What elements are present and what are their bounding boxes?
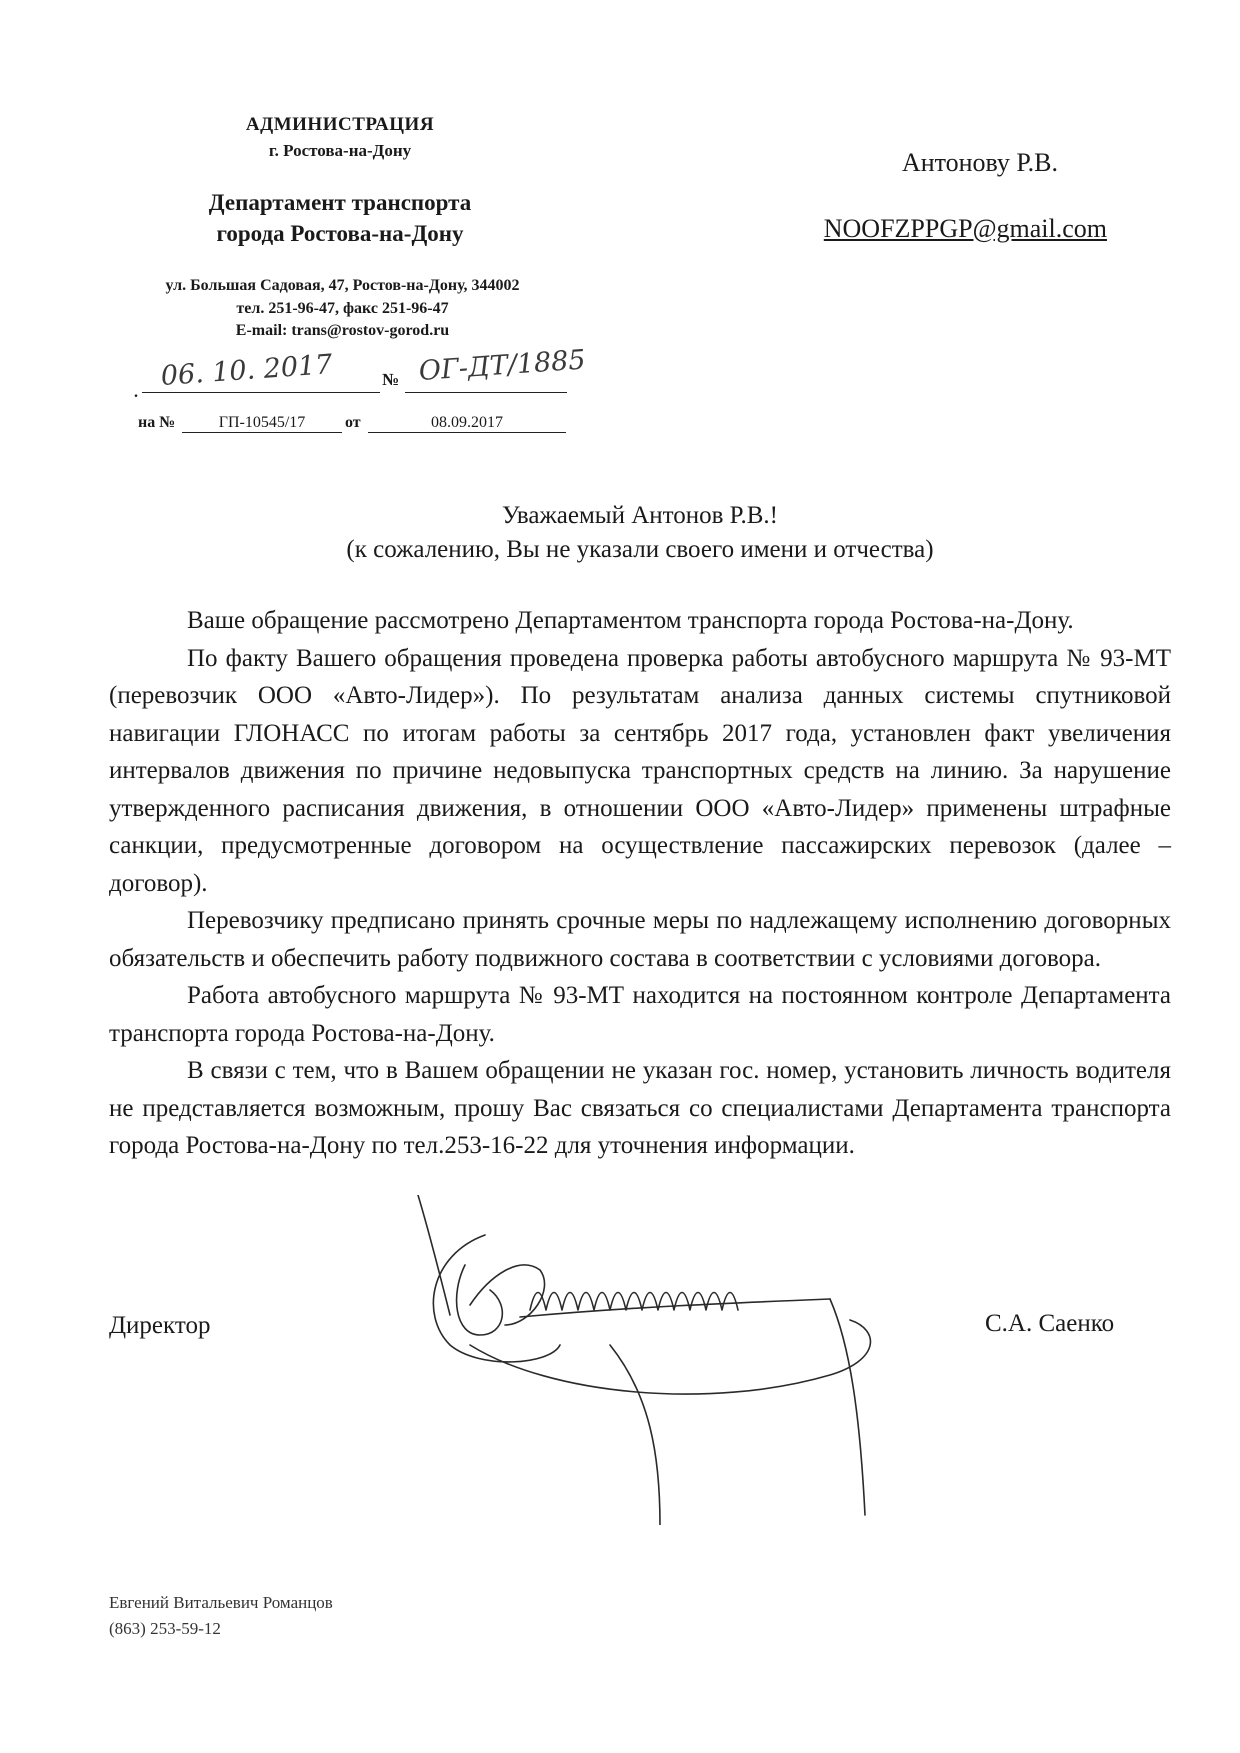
body-paragraph: В связи с тем, что в Вашем обращении не указан гос. номер, установить личность водителя не представляется возможным, прошу Вас связаться со специалистами Департамента транспорта города Ростова-на-Дону по тел.253-16-22 для уточнения информации.	[109, 1057, 1171, 1159]
signature-name: С.А. Саенко	[985, 1310, 1115, 1337]
reply-to-number: ГП-10545/17	[182, 414, 342, 433]
signature-stroke	[830, 1299, 865, 1515]
reply-to-date: 08.09.2017	[368, 414, 566, 433]
letterhead-department-line2: города Ростова-на-Дону	[216, 221, 464, 246]
letter-body	[109, 602, 1171, 1165]
reply-to-label: на №	[138, 414, 176, 431]
body-paragraph: По факту Вашего обращения проведена проверка работы автобусного маршрута № 93-МТ (перевозчик ООО «Авто-Лидер»). По результатам анализа данных системы спутниковой навигации ГЛОНАСС по итогам работы за сентябрь 2017 года, установлен факт увеличения интервалов движения по причине недовыпуска транспортных средств на линию. За нарушение утвержденного расписания движения, в отношении ООО «Авто-Лидер» применены штрафные санкции, предусмотренные договором на осуществление пассажирских перевозок (далее – договор).	[109, 644, 1171, 897]
letterhead-phone-fax: тел. 251-96-47, факс 251-96-47	[236, 300, 449, 317]
handwritten-signature	[410, 1195, 970, 1525]
reply-to-from-label: от	[345, 414, 361, 431]
body-paragraph: Работа автобусного маршрута № 93-МТ находится на постоянном контроле Департамента транспорта города Ростова-на-Дону.	[109, 982, 1171, 1047]
addressee-name: Антонову Р.В.	[901, 148, 1058, 177]
signature-stroke	[610, 1345, 660, 1525]
registration-number-sign: №	[382, 370, 400, 389]
addressee-email: NOOFZPPGP@gmail.com	[823, 214, 1107, 243]
salutation-line2: (к сожалению, Вы не указали своего имени и отчества)	[346, 536, 934, 563]
signature-stroke	[457, 1265, 503, 1335]
letterhead-city: г. Ростова-на-Дону	[268, 141, 412, 160]
body-paragraph: Перевозчику предписано принять срочные меры по надлежащему исполнению договорных обязательств и обеспечить работу подвижного состава в соответствии с условиями договора.	[109, 907, 1171, 972]
letterhead-administration: АДМИНИСТРАЦИЯ	[245, 114, 435, 135]
registration-number-handwritten: ОГ-ДТ/1885	[417, 344, 587, 387]
registration-number-line	[405, 392, 567, 393]
signature-stroke	[470, 1320, 870, 1394]
letterhead-address: ул. Большая Садовая, 47, Ростов-на-Дону, 344002	[165, 277, 520, 294]
letterhead-email: E-mail: trans@rostov-gorod.ru	[235, 322, 450, 339]
signature-title: Директор	[109, 1312, 211, 1339]
executor-phone: (863) 253-59-12	[109, 1619, 221, 1638]
registration-date-handwritten: 06. 10. 2017	[159, 349, 334, 392]
signature-stroke	[530, 1293, 738, 1311]
registration-date-line	[142, 392, 380, 393]
registration-dot: .	[134, 384, 138, 401]
letterhead-department-line1: Департамент транспорта	[208, 190, 472, 215]
body-paragraph: Ваше обращение рассмотрено Департаментом транспорта города Ростова-на-Дону.	[187, 607, 1074, 634]
executor-name: Евгений Витальевич Романцов	[109, 1593, 333, 1612]
salutation-line1: Уважаемый Антонов Р.В.!	[502, 502, 778, 529]
